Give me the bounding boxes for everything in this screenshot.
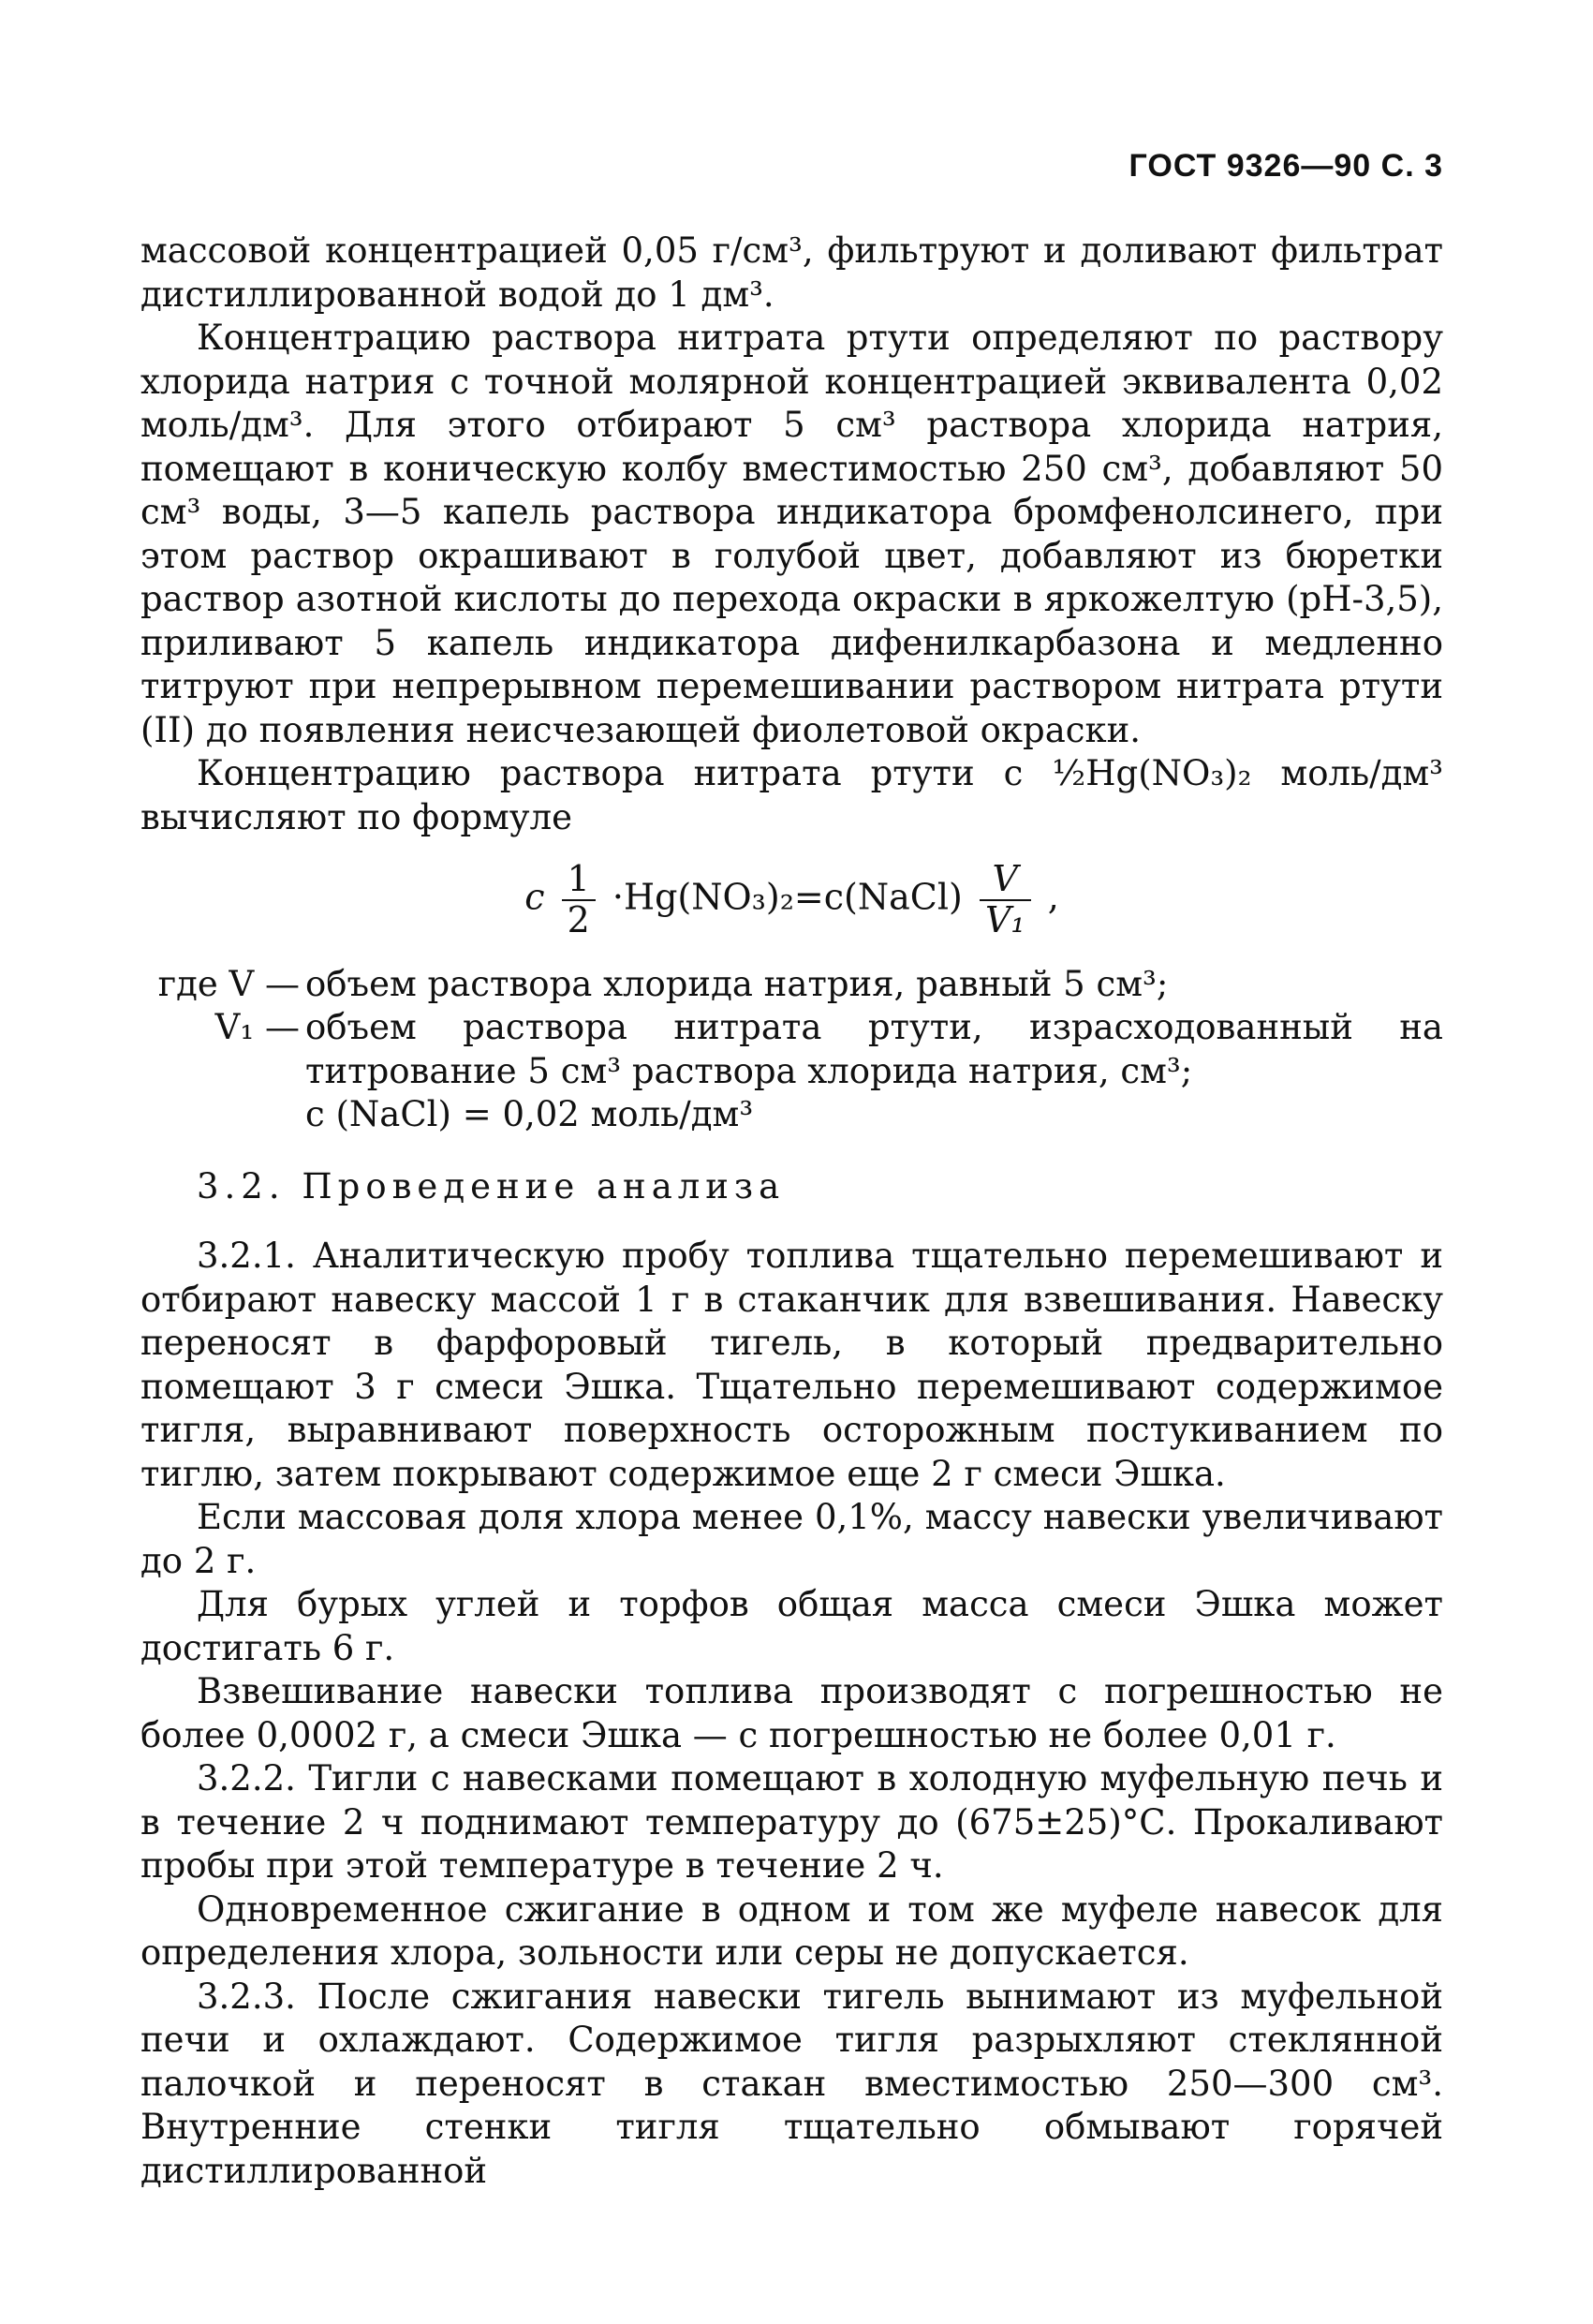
clause-3-2-1: 3.2.1. Аналитическую пробу топлива тщательно перемешивают и отбирают навеску массой 1 г в стаканчик для взвешивания. Навеску переносят в фарфоровый тигель, в который предварительно помещают 3 г смеси Эшка. Тщательно перемешивают содержимое тигля, выравнивают поверхность осторожным постукиванием по тиглю, затем покрывают содержимое еще 2 г смеси Эшка. <box>140 1236 1443 1494</box>
document-body <box>140 229 1443 2193</box>
clause-3-2-2: 3.2.2. Тигли с навесками помещают в холодную муфельную печь и в течение 2 ч поднимают температуру до (675±25)°С. Прокаливают пробы при этой температуре в течение 2 ч. <box>140 1758 1443 1887</box>
formula-ratio <box>980 860 1031 940</box>
paragraph-concentration-method: Концентрацию раствора нитрата ртути определяют по раствору хлорида натрия с точной молярной концентрацией эквивалента 0,02 моль/дм³. Для этого отбирают 5 см³ раствора хлорида натрия, помещают в коническую колбу вместимостью 250 см³, добавляют 50 см³ воды, 3—5 капель раствора индикатора бромфенолсинего, при этом раствор окрашивают в голубой цвет, добавляют из бюретки раствор азотной кислоты до перехода окраски в яркожелтую (рН-3,5), приливают 5 капель индикатора дифенилкарбазона и медленно титруют при непрерывном перемешивании раствором нитрата ртути (II) до появления неисчезающей фиолетовой окраски. <box>140 318 1443 750</box>
paragraph-formula-intro: Концентрацию раствора нитрата ртути c ½Hg(NO₃)₂ моль/дм³ вычисляют по формуле <box>140 753 1443 837</box>
paragraph-weighing: Взвешивание навески топлива производят с погрешностью не более 0,0002 г, а смеси Эшка — с погрешностью не более 0,01 г. <box>140 1671 1443 1755</box>
legend-row <box>140 1006 1443 1093</box>
paragraph-brown-coal: Для бурых углей и торфов общая масса смеси Эшка может достигать 6 г. <box>140 1584 1443 1668</box>
formula-compound: ·Hg(NO₃)₂=c(NaCl) <box>612 876 963 918</box>
legend-row <box>140 1093 1443 1137</box>
formula <box>140 860 1443 940</box>
formula-half <box>562 860 596 940</box>
formula-half-denominator: 2 <box>567 898 590 940</box>
formula-trail: , <box>1047 876 1059 918</box>
formula-c: c <box>524 876 545 918</box>
formula-ratio-denominator: V₁ <box>984 898 1025 940</box>
section-title: 3.2. Проведение анализа <box>197 1165 786 1206</box>
paragraph-continuation: массовой концентрацией 0,05 г/см³, фильтруют и доливают фильтрат дистиллированной водой до 1 дм³. <box>140 230 1443 315</box>
legend-symbol: где V — <box>157 963 300 1004</box>
legend-symbol <box>140 1093 305 1137</box>
formula-half-numerator: 1 <box>562 860 596 901</box>
formula-ratio-numerator: V <box>980 860 1031 901</box>
page-header: ГОСТ 9326—90 С. 3 <box>1128 148 1443 184</box>
legend-text: c (NaCl) = 0,02 моль/дм³ <box>305 1094 754 1135</box>
clause-3-2-3: 3.2.3. После сжигания навески тигель вынимают из муфельной печи и охлаждают. Содержимое тигля разрыхляют стеклянной палочкой и переносят в стакан вместимостью 250—300 см³. Внутренние стенки тигля тщательно обмывают горячей дистиллированной <box>140 1976 1443 2191</box>
legend-symbol: V₁ — <box>214 1007 300 1048</box>
paragraph-simultaneous-burning: Одновременное сжигание в одном и том же муфеле навесок для определения хлора, зольности или серы не допускается. <box>140 1888 1443 1974</box>
formula-legend <box>140 963 1443 1137</box>
paragraph-mass-increase: Если массовая доля хлора менее 0,1%, массу навески увеличивают до 2 г. <box>140 1497 1443 1581</box>
legend-text: объем раствора хлорида натрия, равный 5 см³; <box>305 963 1169 1004</box>
legend-text: объем раствора нитрата ртути, израсходованный на титрование 5 см³ раствора хлорида натрия, см³; <box>305 1007 1443 1091</box>
legend-row <box>140 963 1443 1007</box>
